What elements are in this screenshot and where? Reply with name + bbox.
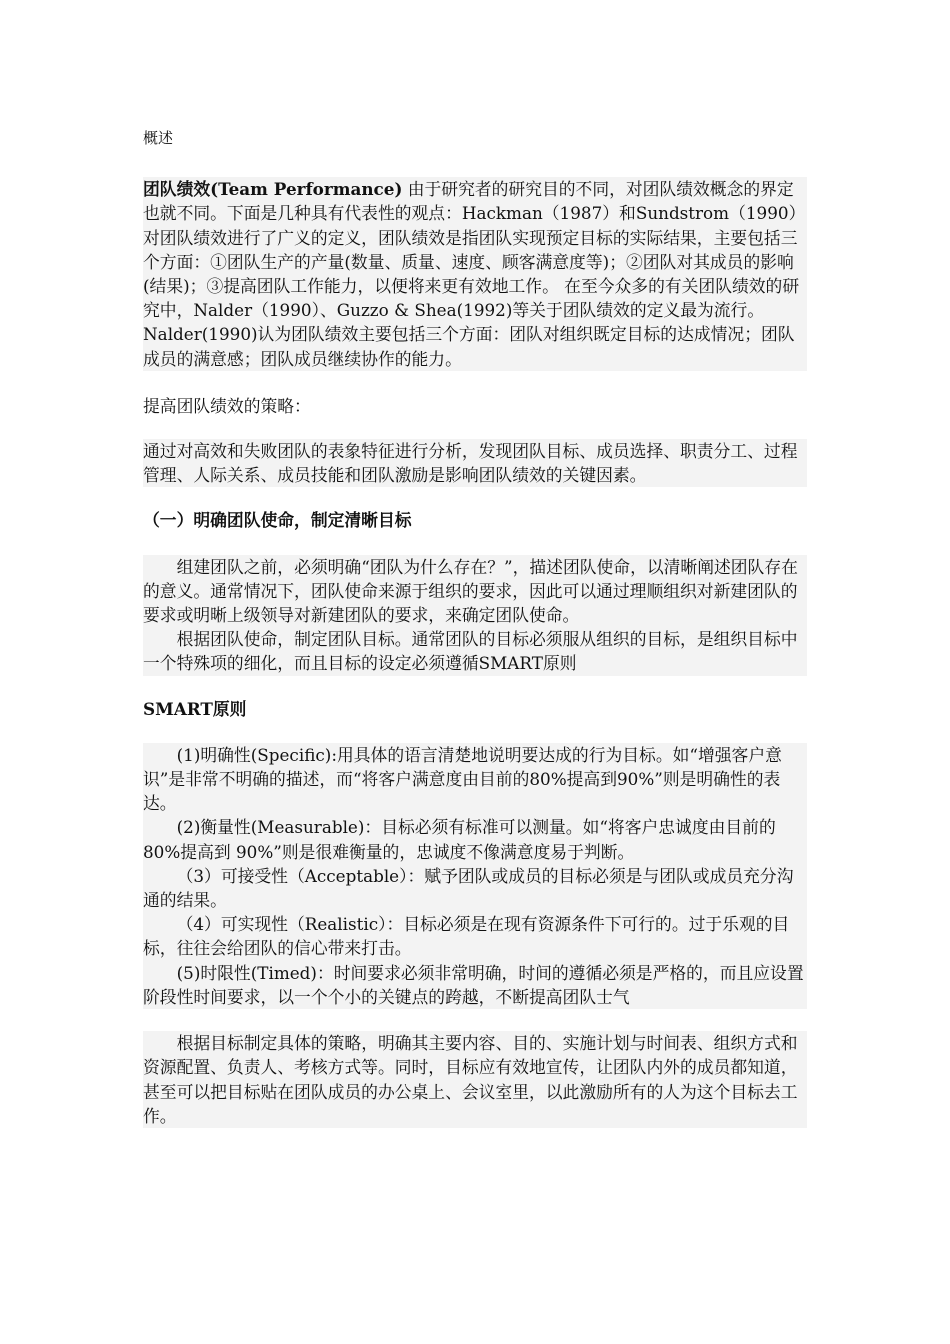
closing-paragraph: 根据目标制定具体的策略，明确其主要内容、目的、实施计划与时间表、组织方式和资源配置、负责人、考核方式等。同时，目标应有效地宣传，让团队内外的成员都知道，甚至可以把目标贴在团队成员的办公桌上、会议室里，以此激励所有的人为这个目标去工作。 [143,1031,807,1128]
intro-paragraph [143,177,807,371]
section-1-paragraph-1: 组建团队之前，必须明确“团队为什么存在？”，描述团队使命，以清晰阐述团队存在的意义。通常情况下，团队使命来源于组织的要求，因此可以通过理顺组织对新建团队的要求或明晰上级领导对新建团队的要求，来确定团队使命。 [143,556,798,626]
intro-lead-term: 团队绩效(Team Performance) [143,179,403,200]
smart-item-measurable: (2)衡量性(Measurable)：目标必须有标准可以测量。如“将客户忠诚度由目前的80%提高到 90%”则是很难衡量的，忠诚度不像满意度易于判断。 [143,817,776,862]
smart-list [143,743,807,1009]
section-1-heading: （一）明确团队使命，制定清晰目标 [143,510,412,531]
smart-item-timed: (5)时限性(Timed)：时间要求必须非常明确，时间的遵循必须是严格的，而且应设置阶段性时间要求，以一个个小的关键点的跨越，不断提高团队士气 [143,962,804,1007]
section-1-paragraph-2: 根据团队使命，制定团队目标。通常团队的目标必须服从组织的目标，是组织目标中一个特殊项的细化，而且目标的设定必须遵循SMART原则 [143,629,798,674]
smart-item-specific: (1)明确性(Specific):用具体的语言清楚地说明要达成的行为目标。如“增强客户意识”是非常不明确的描述，而“将客户满意度由目前的80%提高到90%”则是明确性的表达。 [143,744,782,814]
section-1-body [143,555,807,676]
smart-heading: SMART原则 [143,698,247,719]
intro-body-text: 由于研究者的研究目的不同，对团队绩效概念的界定也就不同。下面是几种具有代表性的观点：Hackman（1987）和Sundstrom（1990）对团队绩效进行了广义的定义，团队绩效是指团队实现预定目标的实际结果，主要包括三个方面：①团队生产的产量(数量、质量、速度、顾客满意度等)；②团队对其成员的影响(结果)；③提高团队工作能力，以便将来更有效地工作。 在至今众多的有关团队绩效的研究中，Nalder（1990）、Guzzo & Shea(1992)等关于团队绩效的定义最为流行。Nalder(1990)认为团队绩效主要包括三个方面：团队对组织既定目标的达成情况；团队成员的满意感；团队成员继续协作的能力。 [143,179,806,369]
document-title: 概述 [143,129,174,147]
smart-item-realistic: （4）可实现性（Realistic）：目标必须是在现有资源条件下可行的。过于乐观的目标，往往会给团队的信心带来打击。 [143,914,790,959]
strategy-label: 提高团队绩效的策略： [143,395,311,416]
strategy-paragraph: 通过对高效和失败团队的表象特征进行分析，发现团队目标、成员选择、职责分工、过程管理、人际关系、成员技能和团队激励是影响团队绩效的关键因素。 [143,439,807,487]
document-body [143,126,807,1128]
smart-item-acceptable: （3）可接受性（Acceptable）：赋予团队或成员的目标必须是与团队或成员充分沟通的结果。 [143,865,794,911]
